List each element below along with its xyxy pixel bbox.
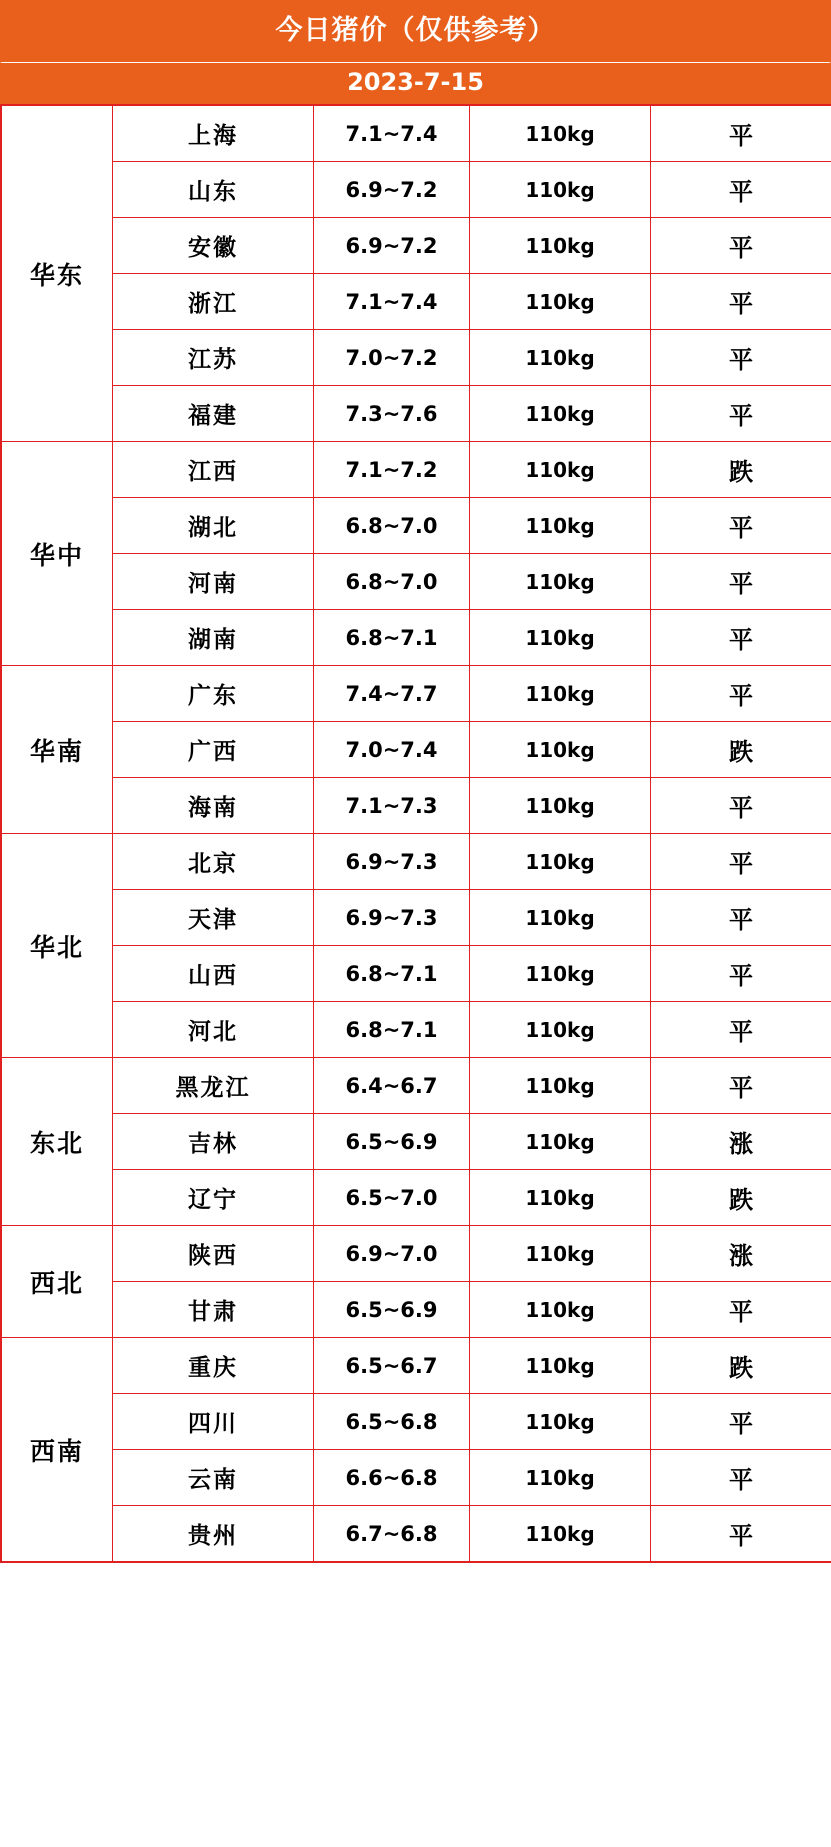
weight-cell: 110kg	[470, 1226, 651, 1282]
price-cell: 7.1~7.4	[314, 274, 470, 330]
weight-cell: 110kg	[470, 834, 651, 890]
price-cell: 6.9~7.3	[314, 834, 470, 890]
province-cell: 山东	[113, 162, 314, 218]
price-cell: 7.0~7.2	[314, 330, 470, 386]
province-cell: 海南	[113, 778, 314, 834]
table-row	[1, 1226, 831, 1282]
table-row	[1, 554, 831, 610]
region-cell: 西北	[1, 1226, 113, 1338]
trend-cell: 平	[651, 834, 831, 890]
weight-cell: 110kg	[470, 778, 651, 834]
table-row	[1, 1450, 831, 1506]
region-cell: 西南	[1, 1338, 113, 1563]
price-table-body	[1, 105, 831, 1562]
weight-cell: 110kg	[470, 105, 651, 162]
trend-cell: 跌	[651, 1338, 831, 1394]
province-cell: 黑龙江	[113, 1058, 314, 1114]
trend-cell: 平	[651, 1506, 831, 1563]
trend-cell: 跌	[651, 1170, 831, 1226]
price-table	[0, 104, 831, 1563]
province-cell: 山西	[113, 946, 314, 1002]
price-cell: 6.9~7.2	[314, 162, 470, 218]
province-cell: 湖北	[113, 498, 314, 554]
trend-cell: 平	[651, 610, 831, 666]
weight-cell: 110kg	[470, 1506, 651, 1563]
trend-cell: 平	[651, 1394, 831, 1450]
trend-cell: 涨	[651, 1114, 831, 1170]
price-cell: 6.5~6.7	[314, 1338, 470, 1394]
weight-cell: 110kg	[470, 1338, 651, 1394]
weight-cell: 110kg	[470, 274, 651, 330]
table-row	[1, 722, 831, 778]
trend-cell: 平	[651, 946, 831, 1002]
table-row	[1, 218, 831, 274]
weight-cell: 110kg	[470, 1394, 651, 1450]
province-cell: 江苏	[113, 330, 314, 386]
province-cell: 贵州	[113, 1506, 314, 1563]
region-cell: 华北	[1, 834, 113, 1058]
table-row	[1, 1002, 831, 1058]
date-label: 2023-7-15	[0, 62, 831, 104]
page-title: 今日猪价（仅供参考）	[0, 0, 831, 62]
trend-cell: 平	[651, 330, 831, 386]
table-row	[1, 1114, 831, 1170]
province-cell: 北京	[113, 834, 314, 890]
weight-cell: 110kg	[470, 946, 651, 1002]
province-cell: 浙江	[113, 274, 314, 330]
price-cell: 7.1~7.2	[314, 442, 470, 498]
table-row	[1, 834, 831, 890]
weight-cell: 110kg	[470, 1170, 651, 1226]
province-cell: 福建	[113, 386, 314, 442]
trend-cell: 平	[651, 218, 831, 274]
weight-cell: 110kg	[470, 554, 651, 610]
price-cell: 7.4~7.7	[314, 666, 470, 722]
trend-cell: 跌	[651, 442, 831, 498]
weight-cell: 110kg	[470, 330, 651, 386]
price-cell: 6.5~6.9	[314, 1114, 470, 1170]
region-cell: 东北	[1, 1058, 113, 1226]
region-cell: 华东	[1, 105, 113, 442]
province-cell: 广西	[113, 722, 314, 778]
table-row	[1, 105, 831, 162]
trend-cell: 平	[651, 890, 831, 946]
table-row	[1, 442, 831, 498]
trend-cell: 跌	[651, 722, 831, 778]
table-row	[1, 946, 831, 1002]
weight-cell: 110kg	[470, 1450, 651, 1506]
trend-cell: 平	[651, 1282, 831, 1338]
table-row	[1, 1338, 831, 1394]
trend-cell: 平	[651, 498, 831, 554]
weight-cell: 110kg	[470, 890, 651, 946]
trend-cell: 平	[651, 554, 831, 610]
weight-cell: 110kg	[470, 218, 651, 274]
province-cell: 四川	[113, 1394, 314, 1450]
price-cell: 6.8~7.1	[314, 946, 470, 1002]
price-cell: 6.8~7.1	[314, 1002, 470, 1058]
price-cell: 6.5~7.0	[314, 1170, 470, 1226]
weight-cell: 110kg	[470, 442, 651, 498]
trend-cell: 涨	[651, 1226, 831, 1282]
province-cell: 河南	[113, 554, 314, 610]
price-cell: 6.8~7.1	[314, 610, 470, 666]
table-row	[1, 1282, 831, 1338]
province-cell: 安徽	[113, 218, 314, 274]
trend-cell: 平	[651, 386, 831, 442]
trend-cell: 平	[651, 1450, 831, 1506]
weight-cell: 110kg	[470, 610, 651, 666]
table-row	[1, 498, 831, 554]
province-cell: 天津	[113, 890, 314, 946]
table-row	[1, 1394, 831, 1450]
price-cell: 6.9~7.2	[314, 218, 470, 274]
price-cell: 6.8~7.0	[314, 554, 470, 610]
table-row	[1, 162, 831, 218]
weight-cell: 110kg	[470, 1114, 651, 1170]
trend-cell: 平	[651, 778, 831, 834]
trend-cell: 平	[651, 666, 831, 722]
weight-cell: 110kg	[470, 666, 651, 722]
table-row	[1, 1058, 831, 1114]
trend-cell: 平	[651, 274, 831, 330]
weight-cell: 110kg	[470, 722, 651, 778]
price-cell: 7.3~7.6	[314, 386, 470, 442]
province-cell: 陕西	[113, 1226, 314, 1282]
trend-cell: 平	[651, 105, 831, 162]
table-row	[1, 1506, 831, 1563]
province-cell: 湖南	[113, 610, 314, 666]
price-cell: 6.9~7.3	[314, 890, 470, 946]
weight-cell: 110kg	[470, 1282, 651, 1338]
price-cell: 6.9~7.0	[314, 1226, 470, 1282]
province-cell: 上海	[113, 105, 314, 162]
region-cell: 华中	[1, 442, 113, 666]
table-row	[1, 666, 831, 722]
province-cell: 云南	[113, 1450, 314, 1506]
province-cell: 重庆	[113, 1338, 314, 1394]
price-cell: 6.8~7.0	[314, 498, 470, 554]
table-row	[1, 330, 831, 386]
province-cell: 甘肃	[113, 1282, 314, 1338]
price-cell: 7.1~7.4	[314, 105, 470, 162]
trend-cell: 平	[651, 1058, 831, 1114]
price-cell: 6.6~6.8	[314, 1450, 470, 1506]
price-cell: 6.7~6.8	[314, 1506, 470, 1563]
region-cell: 华南	[1, 666, 113, 834]
province-cell: 广东	[113, 666, 314, 722]
price-cell: 7.0~7.4	[314, 722, 470, 778]
price-cell: 7.1~7.3	[314, 778, 470, 834]
table-row	[1, 610, 831, 666]
table-row	[1, 778, 831, 834]
province-cell: 辽宁	[113, 1170, 314, 1226]
table-row	[1, 890, 831, 946]
weight-cell: 110kg	[470, 1002, 651, 1058]
table-row	[1, 1170, 831, 1226]
province-cell: 江西	[113, 442, 314, 498]
province-cell: 河北	[113, 1002, 314, 1058]
price-cell: 6.4~6.7	[314, 1058, 470, 1114]
price-cell: 6.5~6.9	[314, 1282, 470, 1338]
trend-cell: 平	[651, 162, 831, 218]
table-row	[1, 386, 831, 442]
table-row	[1, 274, 831, 330]
price-cell: 6.5~6.8	[314, 1394, 470, 1450]
trend-cell: 平	[651, 1002, 831, 1058]
province-cell: 吉林	[113, 1114, 314, 1170]
weight-cell: 110kg	[470, 1058, 651, 1114]
weight-cell: 110kg	[470, 386, 651, 442]
weight-cell: 110kg	[470, 498, 651, 554]
weight-cell: 110kg	[470, 162, 651, 218]
